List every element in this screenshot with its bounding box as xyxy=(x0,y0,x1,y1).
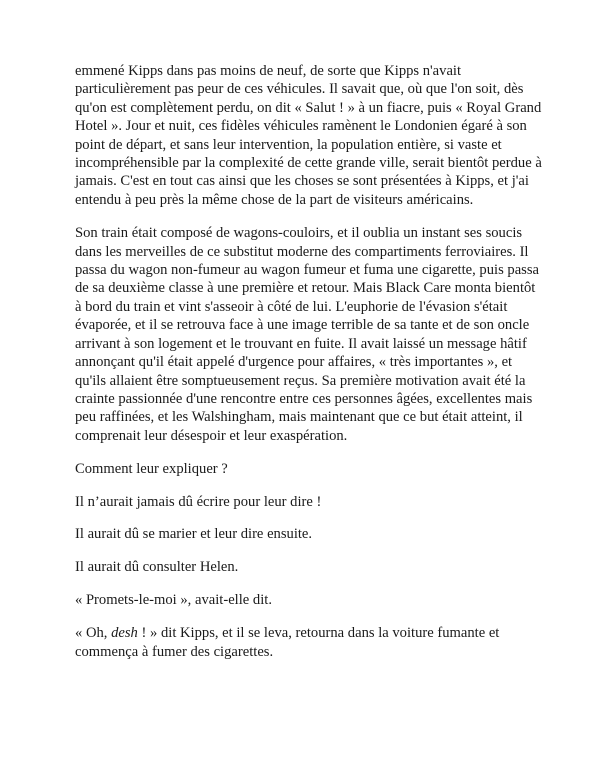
paragraph-desh xyxy=(75,624,545,661)
paragraph-train-journey: Son train était composé de wagons-couloirs, et il oublia un instant ses soucis dans les merveilles de ce substitut moderne des compartiments ferroviaires. Il passa du wagon non-fumeur au wagon fumeur et fuma une cigarette, puis passa de sa deuxième classe à une première et retour. Mais Black Care monta bientôt à bord du train et vint s'asseoir à côté de lui. L'euphorie de l'évasion s'était évaporée, et il se retrouva face à une image terrible de sa tante et de son oncle arrivant à son logement et le trouvant en fuite. Il avait laissé un message hâtif annonçant qu'il était appelé d'urgence pour affaires, « très importantes », et qu'ils allaient être somptueusement reçus. Sa première motivation avait été la crainte passionnée d'une rencontre entre ces personnes âgées, excellentes mais peu raffinées, et les Walshingham, mais maintenant que ce but était atteint, il comprenait leur désespoir et leur exaspération. xyxy=(75,225,540,444)
paragraph-how-explain: Comment leur expliquer ? xyxy=(75,460,228,477)
paragraph-should-marry: Il aurait dû se marier et leur dire ensuite. xyxy=(75,526,313,543)
desh-lead-text: « Oh, xyxy=(75,625,112,642)
document-page xyxy=(75,62,545,675)
desh-trail-text: ! » dit Kipps, et il se leva, retourna dans la voiture fumante et commença à fumer des cigarettes. xyxy=(75,625,500,660)
paragraph-cab-travel: emmené Kipps dans pas moins de neuf, de sorte que Kipps n'avait particulièrement pas peur de ces véhicules. Il savait que, où que l'on soit, dès qu'on est complètement perdu, on dit « Salut ! » à un fiacre, puis « Royal Grand Hotel ». Jour et nuit, ces fidèles véhicules ramènent le Londonien égaré à son point de départ, et sans leur intervention, la population entière, si vaste et incompréhensible par la complexité de cette grande ville, serait bientôt perdue à jamais. C'est en tout cas ainsi que les choses se sont présentées à Kipps, et j'ai entendu à peu près la même chose de la part de visiteurs américains. xyxy=(75,63,542,208)
paragraph-promise: « Promets-le-moi », avait-elle dit. xyxy=(75,592,272,609)
desh-emphasis: desh xyxy=(111,625,138,642)
paragraph-consult-helen: Il aurait dû consulter Helen. xyxy=(75,559,239,576)
paragraph-never-written: Il n’aurait jamais dû écrire pour leur dire ! xyxy=(75,493,322,510)
